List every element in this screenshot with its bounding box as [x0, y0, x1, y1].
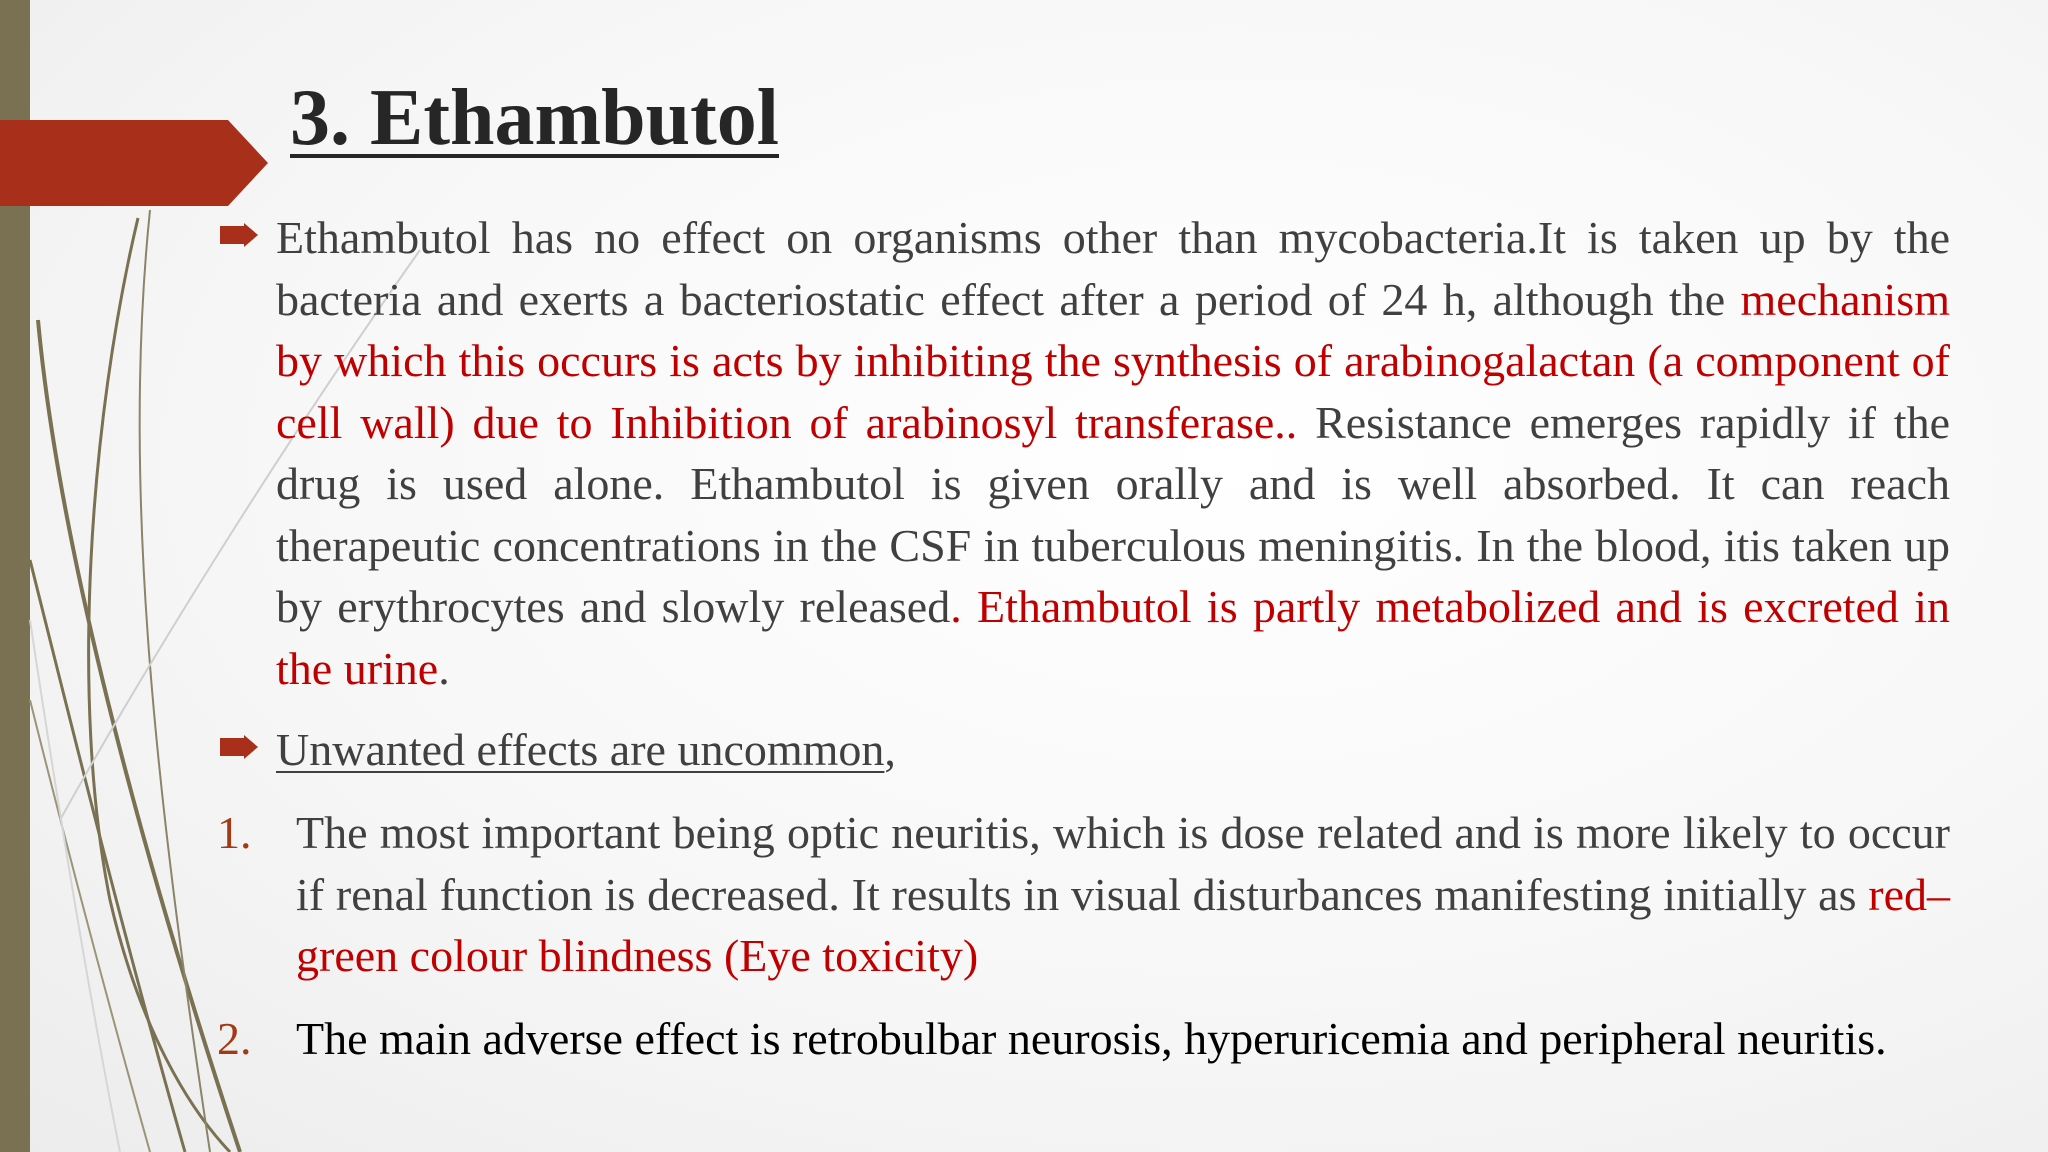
list-item [296, 802, 1950, 987]
arrow-bullet-icon [220, 735, 258, 759]
title-arrow-shape [0, 120, 268, 206]
text-segment: Resistance emerges rapidly if the drug is used alone. Ethambutol is given orally and is well absorbed. It can reach therapeutic concentrations in the CSF in tuberculous meningitis. In the blood, itis taken up by erythrocytes and slowly released [276, 396, 1950, 632]
page-title: 3. Ethambutol [290, 74, 779, 162]
text-segment: Ethambutol has no effect on organisms other than mycobacteria.It is taken up by the bacteria and exerts a bacteriostatic effect after a period of 24 h, although the [276, 212, 1950, 325]
arrow-bullet-icon [220, 223, 258, 247]
list-item: The main adverse effect is retrobulbar neurosis, hyperuricemia and peripheral neuritis. [296, 1013, 1887, 1064]
highlighted-text: mechanism by which this occurs is acts by inhibiting the synthesis of arabinogalactan (a component of cell wall) due to Inhibition of arabinosyl transferase.. [276, 273, 1950, 448]
list-number: 2. [217, 1013, 252, 1064]
bullet-paragraph-unwanted-effects [276, 719, 1950, 781]
text-segment: . [438, 642, 450, 694]
list-number: 1. [217, 807, 252, 858]
highlighted-text: red–green colour blindness (Eye toxicity) [296, 868, 1950, 981]
bullet-paragraph-mechanism [276, 207, 1950, 699]
text-segment: , [884, 724, 896, 775]
text-segment: The most important being optic neuritis, which is dose related and is more likely to occur if renal function is decreased. It results in visual disturbances manifesting initially as [296, 807, 1950, 920]
highlighted-text: . Ethambutol is partly metabolized and is excreted in the urine [276, 581, 1950, 694]
underlined-heading: Unwanted effects are uncommon [276, 724, 885, 775]
